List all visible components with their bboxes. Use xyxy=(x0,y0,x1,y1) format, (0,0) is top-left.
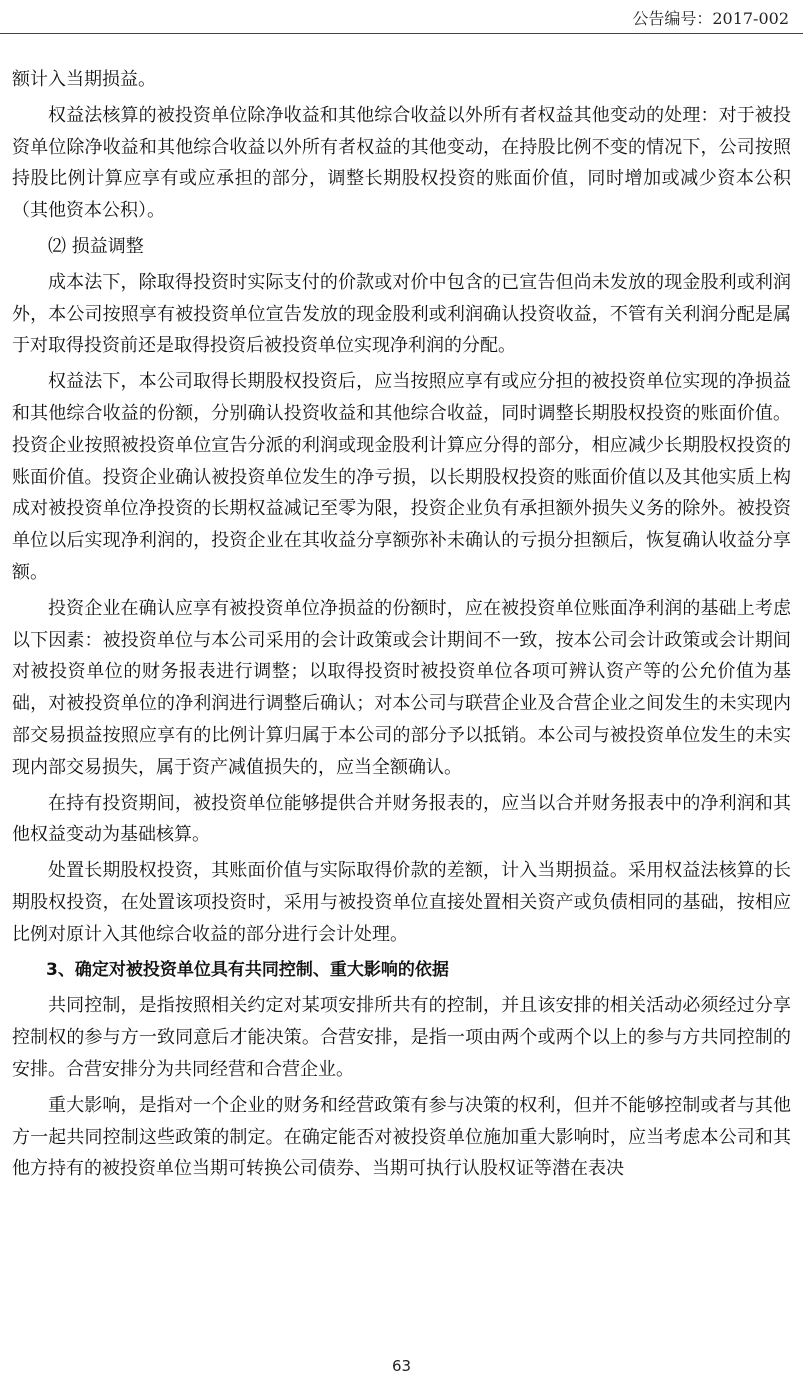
page-number: 63 xyxy=(391,1357,412,1375)
paragraph-significant-influence: 重大影响，是指对一个企业的财务和经营政策有参与决策的权利，但并不能够控制或者与其他方一起共同控制这些政策的制定。在确定能否对被投资单位施加重大影响时，应当考虑本公司和其他方持有的被投资单位当期可转换公司债券、当期可执行认股权证等潜在表决 xyxy=(12,1094,791,1180)
announcement-number: 公告编号：2017-002 xyxy=(632,9,789,28)
paragraph-cost-method: 成本法下，除取得投资时实际支付的价款或对价中包含的已宣告但尚未发放的现金股利或利润外，本公司按照享有被投资单位宣告发放的现金股利或利润确认投资收益，不管有关利润分配是属于对取得投资前还是取得投资后被投资单位实现净利润的分配。 xyxy=(12,271,791,357)
section-heading-joint-control: 3、确定对被投资单位具有共同控制、重大影响的依据 xyxy=(46,959,449,980)
paragraph-continuation: 额计入当期损益。 xyxy=(12,69,156,90)
paragraph-joint-control: 共同控制，是指按照相关约定对某项安排所共有的控制，并且该安排的相关活动必须经过分享控制权的参与方一致同意后才能决策。合营安排，是指一项由两个或两个以上的参与方共同控制的安排。合营安排分为共同经营和合营企业。 xyxy=(12,995,791,1080)
subsection-profit-loss-adjustment: ⑵ 损益调整 xyxy=(48,235,144,257)
paragraph-consolidated-statements: 在持有投资期间，被投资单位能够提供合并财务报表的，应当以合并财务报表中的净利润和其他权益变动为基础核算。 xyxy=(12,792,791,846)
paragraph-equity-method: 权益法下，本公司取得长期股权投资后，应当按照应享有或应分担的被投资单位实现的净损益和其他综合收益的份额，分别确认投资收益和其他综合收益，同时调整长期股权投资的账面价值。投资企业按照被投资单位宣告分派的利润或现金股利计算应分得的部分，相应减少长期股权投资的账面价值。投资企业确认被投资单位发生的净亏损，以长期股权投资的账面价值以及其他实质上构成对被投资单位净投资的长期权益减记至零为限，投资企业负有承担额外损失义务的除外。被投资单位以后实现净利润的，投资企业在其收益分享额弥补未确认的亏损分担额后，恢复确认收益分享额。 xyxy=(12,371,791,583)
paragraph-investee-net-profit: 投资企业在确认应享有被投资单位净损益的份额时，应在被投资单位账面净利润的基础上考虑以下因素：被投资单位与本公司采用的会计政策或会计期间不一致，按本公司会计政策或会计期间对被投资单位的财务报表进行调整；以取得投资时被投资单位各项可辨认资产等的公允价值为基础，对被投资单位的净利润进行调整后确认；对本公司与联营企业及合营企业之间发生的未实现内部交易损益按照应享有的比例计算归属于本公司的部分予以抵销。本公司与被投资单位发生的未实现内部交易损失，属于资产减值损失的，应当全额确认。 xyxy=(12,597,791,778)
paragraph-equity-other-changes: 权益法核算的被投资单位除净收益和其他综合收益以外所有者权益其他变动的处理：对于被投资单位除净收益和其他综合收益以外所有者权益的其他变动，在持股比例不变的情况下，公司按照持股比例计算应享有或应承担的部分，调整长期股权投资的账面价值，同时增加或减少资本公积（其他资本公积）。 xyxy=(12,104,791,222)
header-divider xyxy=(0,33,803,34)
document-body xyxy=(12,64,791,1189)
paragraph-disposal: 处置长期股权投资，其账面价值与实际取得价款的差额，计入当期损益。采用权益法核算的长期股权投资，在处置该项投资时，采用与被投资单位直接处置相关资产或负债相同的基础，按相应比例对原计入其他综合收益的部分进行会计处理。 xyxy=(12,860,791,945)
